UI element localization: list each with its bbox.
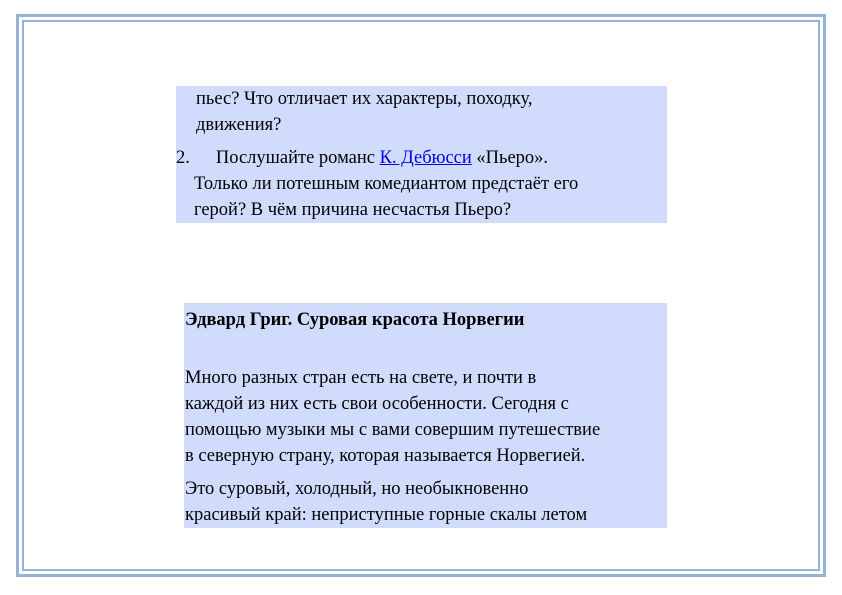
list-item-text-end: «Пьеро». (471, 148, 549, 168)
paragraph-line: каждой из них есть свои особенности. Сегодня с (185, 394, 569, 414)
debussy-link[interactable]: К. Дебюсси (379, 148, 472, 168)
paragraph-line: помощью музыки мы с вами совершим путешествие (185, 420, 601, 440)
list-number: 2. (176, 148, 190, 168)
text-line: герой? В чём причина несчастья Пьеро? (194, 200, 512, 220)
paragraph-line: Много разных стран есть на свете, и почти в (185, 368, 537, 388)
text-block-questions (176, 86, 667, 223)
paragraph-line: в северную страну, которая называется Норвегией. (185, 446, 586, 466)
paragraph-line: красивый край: неприступные горные скалы летом (185, 505, 588, 525)
text-block-grieg (184, 303, 667, 528)
section-heading: Эдвард Григ. Суровая красота Норвегии (185, 310, 525, 330)
text-line: движения? (196, 115, 282, 135)
text-line: Только ли потешным комедиантом предстаёт его (194, 174, 579, 194)
text-line: пьес? Что отличает их характеры, походку, (196, 89, 533, 109)
list-item-2 (176, 145, 548, 171)
paragraph-line: Это суровый, холодный, но необыкновенно (185, 479, 529, 499)
list-item-text: Послушайте романс (215, 148, 380, 168)
